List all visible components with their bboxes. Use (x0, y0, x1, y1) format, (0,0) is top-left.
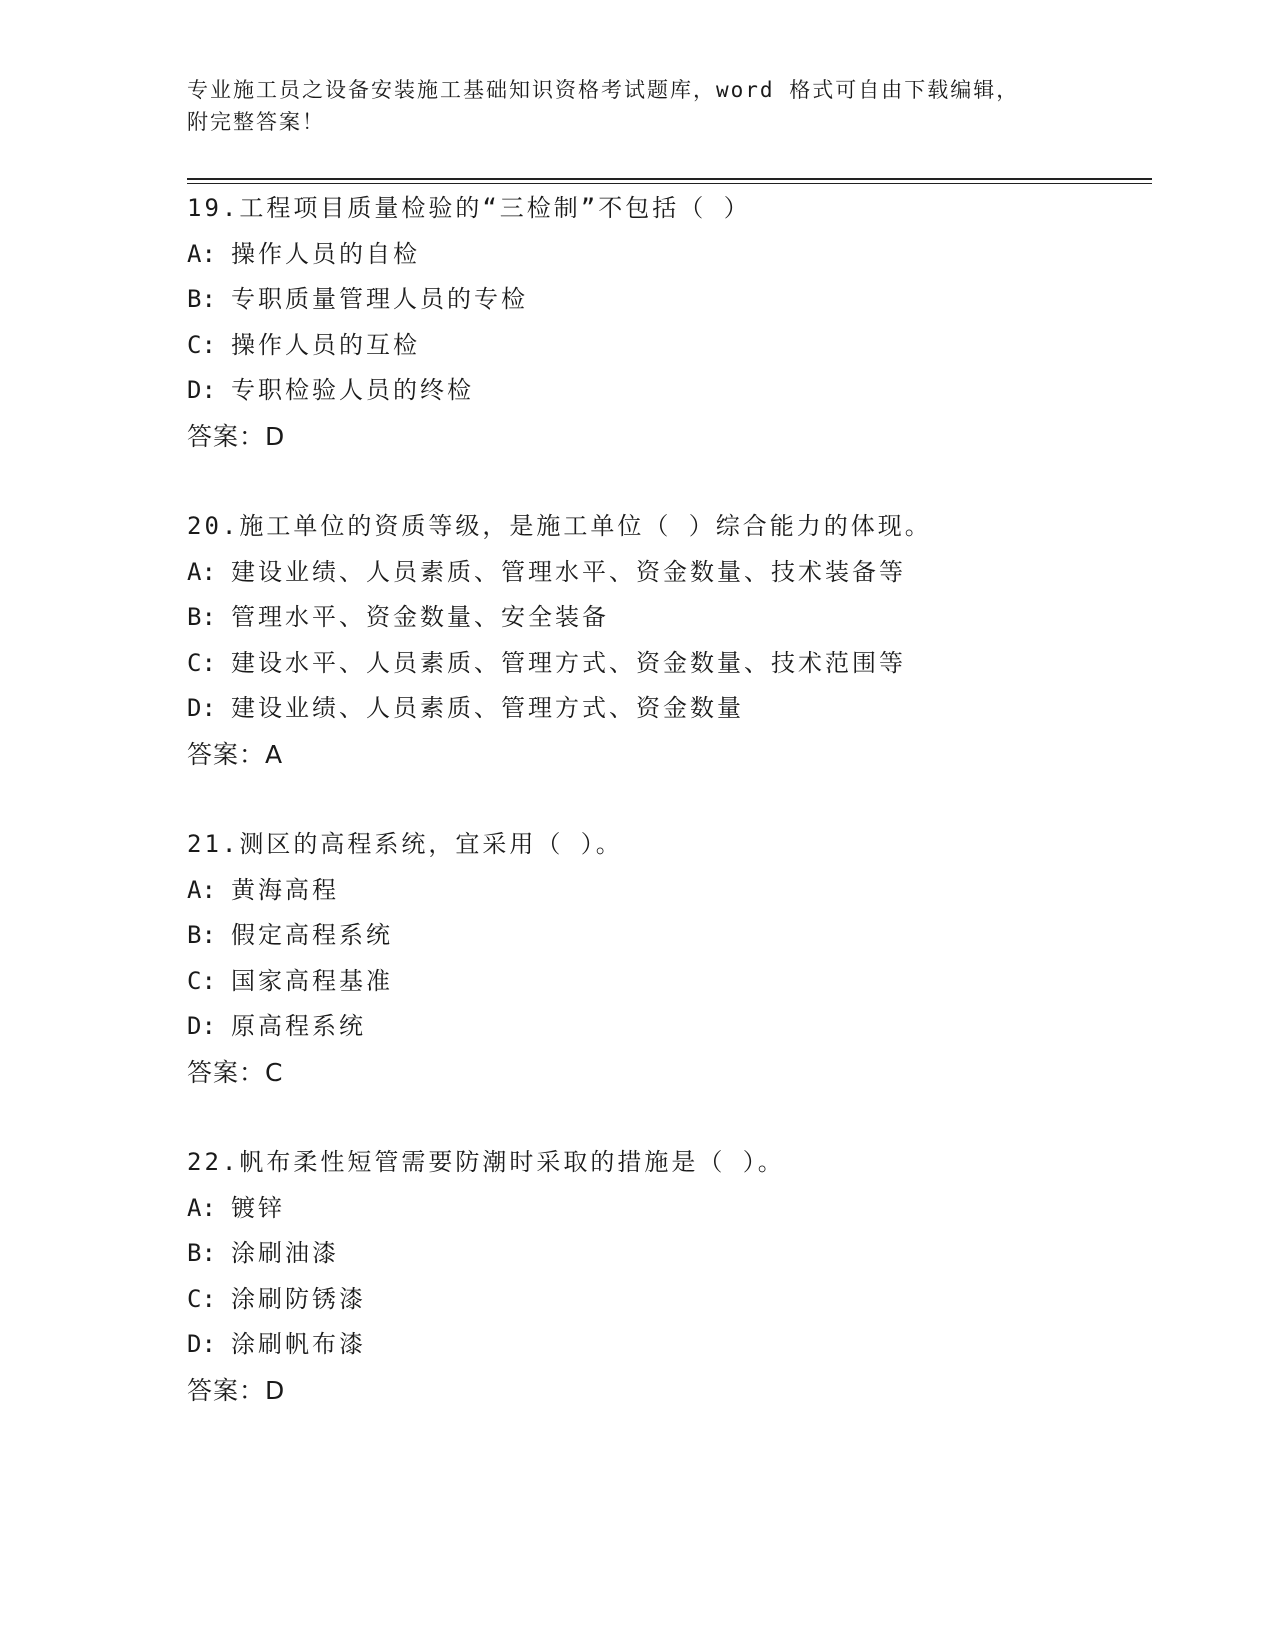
question-block (187, 1140, 1147, 1414)
option-letter: D: (187, 1330, 216, 1359)
option-b (187, 913, 1147, 959)
answer-line: 答案：A (187, 739, 284, 769)
question-block (187, 822, 1147, 1096)
option-b (187, 1231, 1147, 1277)
option-letter: C: (187, 330, 216, 359)
option-a (187, 232, 1147, 278)
question-stem: 20.施工单位的资质等级，是施工单位（ ）综合能力的体现。 (187, 512, 932, 540)
option-b (187, 595, 1147, 641)
option-a (187, 550, 1147, 596)
option-letter: B: (187, 921, 216, 950)
option-letter: B: (187, 285, 216, 314)
option-d (187, 368, 1147, 414)
header-divider-thin (187, 183, 1152, 184)
answer-line: 答案：D (187, 1375, 286, 1405)
option-text: 假定高程系统 (231, 921, 393, 950)
header-line-1: 专业施工员之设备安装施工基础知识资格考试题库，word 格式可自由下载编辑， (187, 78, 1020, 102)
option-letter: B: (187, 1239, 216, 1268)
question-stem: 22.帆布柔性短管需要防潮时采取的措施是（ ）。 (187, 1148, 785, 1176)
option-letter: A: (187, 557, 216, 586)
option-d (187, 686, 1147, 732)
header-line-2: 附完整答案！ (187, 110, 325, 134)
option-letter: A: (187, 875, 216, 904)
question-block (187, 186, 1147, 460)
option-text: 涂刷帆布漆 (231, 1330, 366, 1359)
option-letter: D: (187, 1012, 216, 1041)
option-text: 建设业绩、人员素质、管理方式、资金数量 (231, 694, 744, 723)
answer-line: 答案：C (187, 1057, 284, 1087)
question-stem: 21.测区的高程系统，宜采用（ ）。 (187, 830, 623, 858)
option-text: 操作人员的互检 (231, 330, 420, 359)
answer-line: 答案：D (187, 421, 286, 451)
option-text: 国家高程基准 (231, 966, 393, 995)
option-text: 涂刷油漆 (231, 1239, 339, 1268)
option-text: 操作人员的自检 (231, 239, 420, 268)
option-b (187, 277, 1147, 323)
option-letter: C: (187, 648, 216, 677)
option-a (187, 1186, 1147, 1232)
option-d (187, 1004, 1147, 1050)
option-text: 建设业绩、人员素质、管理水平、资金数量、技术装备等 (231, 557, 906, 586)
option-text: 涂刷防锈漆 (231, 1284, 366, 1313)
option-letter: C: (187, 1284, 216, 1313)
option-text: 原高程系统 (231, 1012, 366, 1041)
option-letter: D: (187, 376, 216, 405)
option-c (187, 323, 1147, 369)
option-letter: D: (187, 694, 216, 723)
question-block (187, 504, 1147, 778)
option-letter: A: (187, 239, 216, 268)
option-a (187, 868, 1147, 914)
option-text: 管理水平、资金数量、安全装备 (231, 603, 609, 632)
option-text: 专职质量管理人员的专检 (231, 285, 528, 314)
question-stem: 19.工程项目质量检验的“三检制”不包括（ ） (187, 194, 751, 222)
option-text: 建设水平、人员素质、管理方式、资金数量、技术范围等 (231, 648, 906, 677)
header-divider-thick (187, 178, 1152, 180)
option-text: 镀锌 (231, 1193, 285, 1222)
option-c (187, 641, 1147, 687)
document-header (187, 74, 1087, 138)
option-c (187, 1277, 1147, 1323)
option-d (187, 1322, 1147, 1368)
option-c (187, 959, 1147, 1005)
option-letter: C: (187, 966, 216, 995)
option-letter: B: (187, 603, 216, 632)
option-letter: A: (187, 1193, 216, 1222)
option-text: 专职检验人员的终检 (231, 376, 474, 405)
option-text: 黄海高程 (231, 875, 339, 904)
